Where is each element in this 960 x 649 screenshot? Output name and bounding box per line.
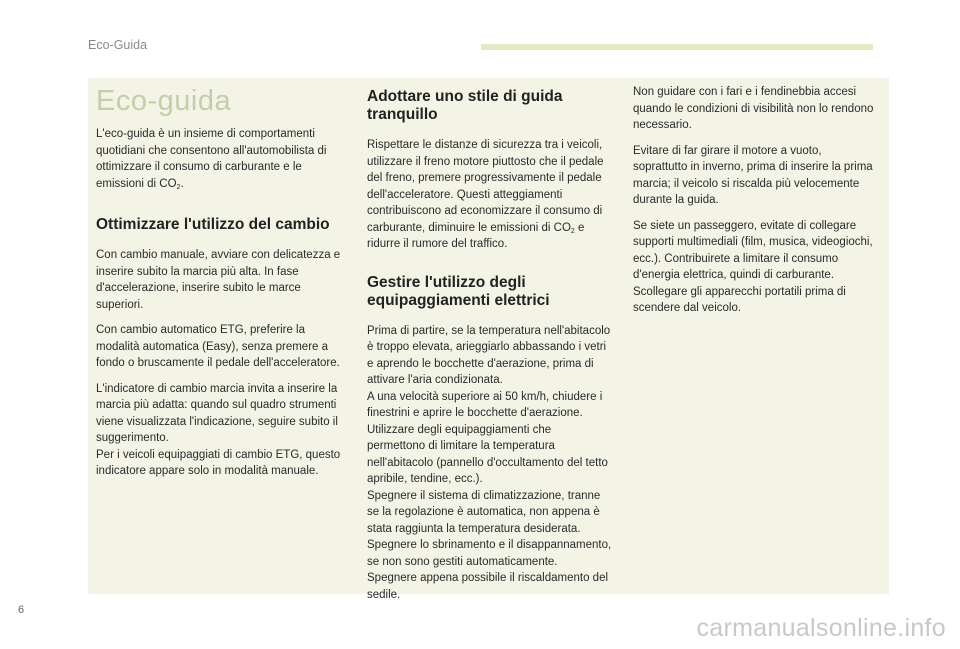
column-middle	[367, 78, 612, 603]
automatic-gearbox-paragraph: Con cambio automatico ETG, preferire la modalità automatica (Easy), senza premere a fondo o bruscamente il pedale dell'acceleratore.	[96, 324, 340, 369]
intro-end: .	[180, 177, 184, 190]
header-accent-bar	[481, 44, 873, 50]
column-right	[633, 78, 875, 317]
electrical-line: Utilizzare degli equipaggiamenti che permettono di limitare la temperatura nell'abitacolo (pannello d'occultamento del tetto apribile, tendine, ecc.).	[367, 423, 608, 485]
watermark: carmanualsonline.info	[696, 614, 946, 642]
page-title: Eco-guida	[96, 85, 232, 117]
intro-text: L'eco-guida è un insieme di comportamenti quotidiani che consentono all'automobilista di ottimizzare il consumo di carburante e le emissioni di CO	[96, 128, 327, 190]
electrical-line: Spegnere lo sbrinamento e il disappannamento, se non sono gestiti automaticamente.	[367, 539, 612, 568]
electrical-line: A una velocità superiore ai 50 km/h, chiudere i finestrini e aprire le bocchette d'aerazione.	[367, 390, 603, 419]
passenger-paragraph: Se siete un passeggero, evitate di collegare supporti multimediali (film, musica, videogiochi, ecc.). Contribuirete a limitare il consumo d'energia elettrica, quindi di carburante.	[633, 219, 873, 281]
driving-style-paragraph	[367, 137, 612, 253]
gear-indicator-paragraph: L'indicatore di cambio marcia invita a inserire la marcia più adatta: quando sul quadro strumenti viene visualizzata l'indicazione, seguire subito il suggerimento.	[96, 382, 338, 444]
driving-style-subscript: 2	[570, 227, 575, 235]
lights-paragraph: Non guidare con i fari e i fendinebbia accesi quando le condizioni di visibilità non lo rendono necessario.	[633, 86, 874, 131]
unplug-devices-paragraph: Scollegare gli apparecchi portatili prima di scendere dal veicolo.	[633, 285, 846, 314]
driving-style-heading: Adottare uno stile di guida tranquillo	[367, 88, 563, 123]
etg-indicator-paragraph: Per i veicoli equipaggiati di cambio ETG, questo indicatore appare solo in modalità manuale.	[96, 448, 341, 477]
manual-gearbox-paragraph: Con cambio manuale, avviare con delicatezza e inserire subito la marcia più alta. In fase d'accelerazione, inserire subito le marce superiori.	[96, 249, 341, 311]
section-label: Eco-Guida	[88, 38, 148, 52]
intro-subscript: 2	[176, 183, 181, 191]
driving-style-end: e ridurre il rumore del traffico.	[367, 221, 585, 250]
electrical-line: Spegnere il sistema di climatizzazione, tranne se la regolazione è automatica, non appena è stata raggiunta la temperatura desiderata.	[367, 489, 601, 535]
page-number: 6	[18, 604, 25, 616]
electrical-line: Prima di partire, se la temperatura nell'abitacolo è troppo elevata, arieggiarlo abbassando i vetri e aprendo le bocchette d'aerazione, prima di attivare l'aria condizionata.	[367, 324, 611, 386]
content-panel	[88, 78, 889, 601]
column-left	[96, 78, 348, 480]
electrical-line: Spegnere appena possibile il riscaldamento del sedile.	[367, 572, 609, 601]
driving-style-text: Rispettare le distanze di sicurezza tra i veicoli, utilizzare il freno motore piuttosto che il pedale del freno, premere progressivamente il pedale dell'acceleratore. Questi atteggiamenti contribuiscono ad economizzare il consumo di carburante, diminuire le emissioni di CO	[367, 139, 604, 234]
gearbox-heading: Ottimizzare l'utilizzo del cambio	[96, 216, 330, 233]
intro-paragraph	[96, 126, 348, 192]
electrical-equipment-text	[367, 323, 612, 604]
idle-engine-paragraph: Evitare di far girare il motore a vuoto, soprattutto in inverno, prima di inserire la prima marcia; il veicolo si riscalda più velocemente durante la guida.	[633, 144, 873, 206]
electrical-equipment-heading: Gestire l'utilizzo degli equipaggiamenti elettrici	[367, 273, 550, 309]
